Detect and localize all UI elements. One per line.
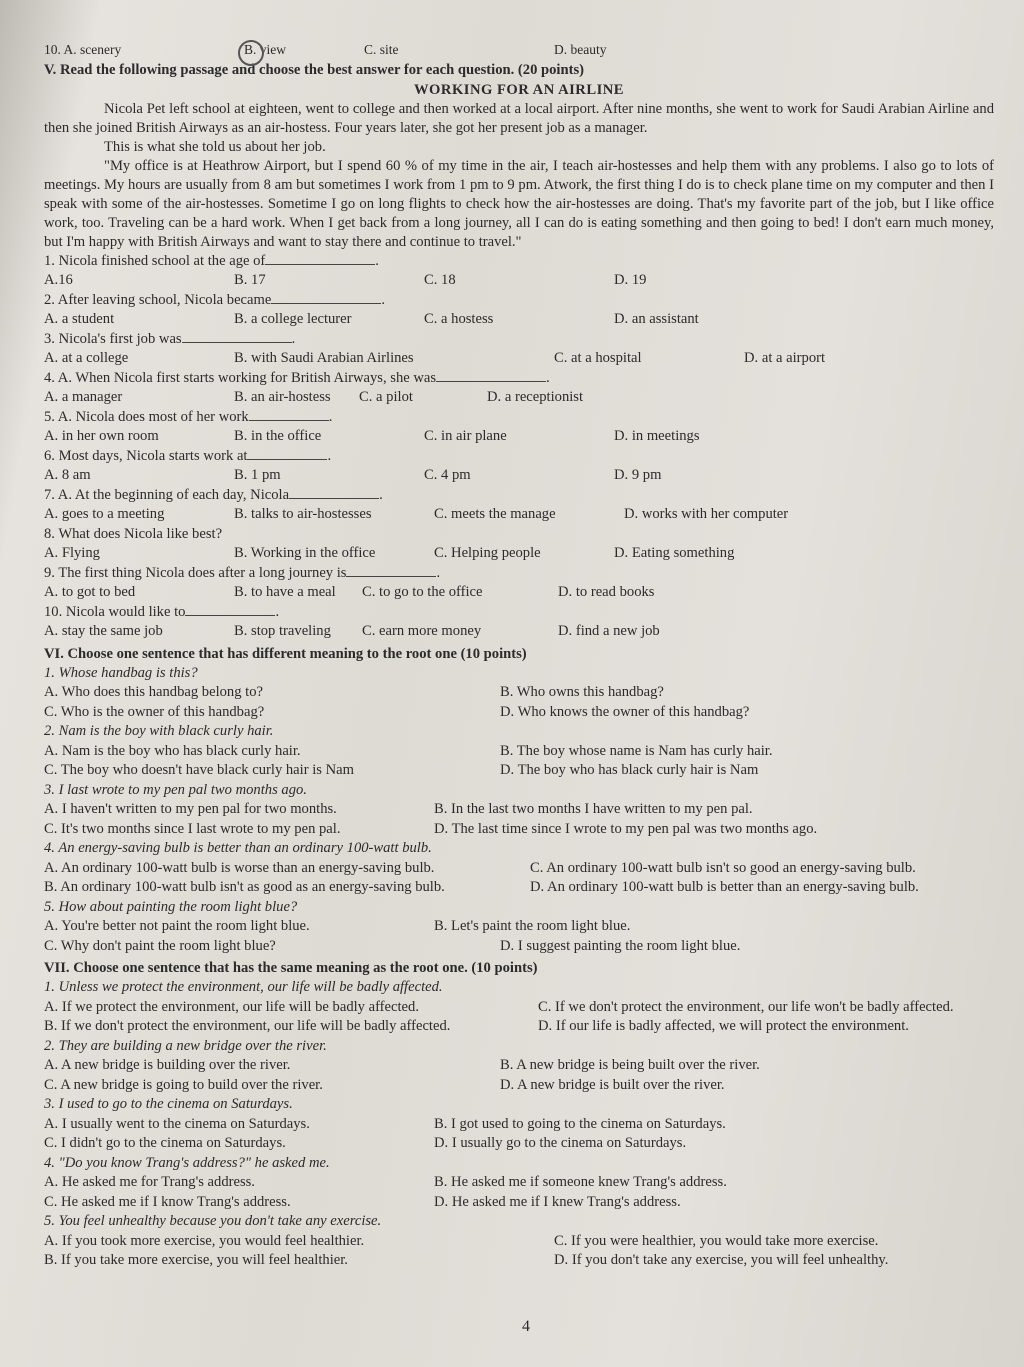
option[interactable]: C. a hostess bbox=[424, 311, 494, 327]
question-block: 4. A. When Nicola first starts working for British Airways, she was . A. a manager B. an air-hostess C. a pilot D. a receptionist bbox=[44, 369, 994, 408]
option[interactable]: A. A new bridge is building over the river. bbox=[44, 1057, 291, 1073]
item-options bbox=[44, 1115, 994, 1135]
option[interactable]: D. 19 bbox=[614, 272, 647, 288]
item-stem: 4. "Do you know Trang's address?" he asked me. bbox=[44, 1154, 330, 1171]
question-options bbox=[44, 583, 994, 603]
question-options bbox=[44, 349, 994, 369]
option[interactable]: D. Eating something bbox=[614, 545, 735, 561]
rewrite-item bbox=[44, 839, 994, 898]
item-stem: 3. I used to go to the cinema on Saturdays. bbox=[44, 1096, 293, 1112]
question-block: 2. After leaving school, Nicola became . A. a student B. a college lecturer C. a hostess D. an assistant bbox=[44, 291, 994, 330]
option[interactable]: C. Who is the owner of this handbag? bbox=[44, 703, 265, 720]
option[interactable]: A. stay the same job bbox=[44, 623, 163, 639]
item-options bbox=[44, 937, 994, 957]
option[interactable]: A. Who does this handbag belong to? bbox=[44, 684, 264, 700]
option[interactable]: A. Flying bbox=[44, 545, 100, 561]
option[interactable]: D. a receptionist bbox=[487, 389, 584, 405]
top-option-d: D. beauty bbox=[554, 42, 607, 57]
item-stem: 4. An energy-saving bulb is better than an ordinary 100-watt bulb. bbox=[44, 840, 432, 856]
option[interactable]: D. Who knows the owner of this handbag? bbox=[500, 703, 750, 720]
item-options bbox=[44, 998, 994, 1018]
option[interactable]: A. a student bbox=[44, 311, 115, 327]
option[interactable]: A. to got to bed bbox=[44, 584, 136, 600]
section-vii-heading: VII. Choose one sentence that has the same meaning as the root one. (10 points) bbox=[44, 960, 538, 976]
passage-paragraph-3: "My office is at Heathrow Airport, but I spend 60 % of my time in the air, I teach air-hostesses and help them with any problems. I also go to lots of meetings. My hours are usually from 8 am but sometimes I work from 1 pm to 9 pm. Atwork, the first thing I do is to check plane time on my computer and then I speak with some of the air-hostesses. Sometime I go on long flights to check how the air-hostesses are doing. That's my favorite part of the job, but I like office work, too. Traveling can be a hard work. When I get back from a long journey, all I can do is eating something and then going to bed! I don't earn much money, but I'm happy with British Airways and want to stay there and continue to travel." bbox=[44, 157, 994, 250]
option[interactable]: D. an assistant bbox=[614, 311, 699, 327]
option[interactable]: C. The boy who doesn't have black curly hair is Nam bbox=[44, 762, 354, 778]
option[interactable]: D. I suggest painting the room light blue. bbox=[500, 937, 741, 954]
item-options bbox=[44, 1173, 994, 1193]
option[interactable]: B. talks to air-hostesses bbox=[234, 506, 372, 522]
rewrite-item bbox=[44, 898, 994, 957]
item-options bbox=[44, 1134, 994, 1154]
question-options bbox=[44, 622, 994, 642]
option[interactable]: C. meets the manage bbox=[434, 506, 556, 522]
question-options bbox=[44, 505, 994, 525]
option[interactable]: B. stop traveling bbox=[234, 623, 331, 639]
option[interactable]: B. Let's paint the room light blue. bbox=[434, 918, 631, 934]
section-vi-heading: VI. Choose one sentence that has different meaning to the root one (10 points) bbox=[44, 645, 527, 662]
item-options bbox=[44, 1251, 994, 1271]
question-stem: 5. A. Nicola does most of her work bbox=[44, 408, 249, 425]
option[interactable]: B. He asked me if someone knew Trang's address. bbox=[434, 1174, 727, 1190]
option[interactable]: C. to go to the office bbox=[362, 584, 483, 600]
option[interactable]: A. 8 am bbox=[44, 467, 91, 483]
option[interactable]: A. a manager bbox=[44, 389, 123, 405]
page-number: 4 bbox=[522, 1318, 530, 1335]
question-stem: 3. Nicola's first job was bbox=[44, 330, 182, 347]
option[interactable]: C. 4 pm bbox=[424, 467, 471, 483]
option[interactable]: D. in meetings bbox=[614, 428, 700, 444]
rewrite-item bbox=[44, 664, 994, 723]
item-options bbox=[44, 820, 994, 840]
answer-circle-mark bbox=[238, 40, 264, 66]
option[interactable]: C. A new bridge is going to build over the river. bbox=[44, 1076, 323, 1093]
question-options bbox=[44, 388, 994, 408]
rewrite-item bbox=[44, 781, 994, 840]
option[interactable]: C. An ordinary 100-watt bulb isn't so good an energy-saving bulb. bbox=[530, 859, 916, 876]
item-options bbox=[44, 1056, 994, 1076]
item-options bbox=[44, 800, 994, 820]
option[interactable]: D. A new bridge is built over the river. bbox=[500, 1076, 725, 1093]
option[interactable]: D. If our life is badly affected, we will protect the environment. bbox=[538, 1018, 909, 1034]
option[interactable]: D. find a new job bbox=[558, 623, 660, 639]
option[interactable]: C. Helping people bbox=[434, 545, 541, 561]
top-option-b: B. view bbox=[244, 42, 286, 57]
option[interactable]: B. 17 bbox=[234, 272, 266, 288]
question-stem: 1. Nicola finished school at the age of bbox=[44, 252, 266, 269]
item-options bbox=[44, 1017, 994, 1037]
option[interactable]: B. a college lecturer bbox=[234, 311, 352, 327]
section-v-heading: V. Read the following passage and choose the best answer for each question. (20 points) bbox=[44, 61, 585, 78]
option[interactable]: D. at a airport bbox=[744, 350, 826, 366]
option[interactable]: C. If we don't protect the environment, our life won't be badly affected. bbox=[538, 998, 954, 1015]
question-stem: 9. The first thing Nicola does after a long journey is bbox=[44, 564, 347, 581]
item-options bbox=[44, 1232, 994, 1252]
option[interactable]: B. Who owns this handbag? bbox=[500, 684, 664, 700]
question-options bbox=[44, 544, 994, 564]
question-block bbox=[44, 525, 994, 564]
option[interactable]: C. earn more money bbox=[362, 623, 482, 639]
item-stem: 1. Unless we protect the environment, our life will be badly affected. bbox=[44, 979, 443, 995]
option[interactable]: A. goes to a meeting bbox=[44, 506, 165, 522]
item-stem: 3. I last wrote to my pen pal two months ago. bbox=[44, 781, 307, 798]
option[interactable]: B. If you take more exercise, you will feel healthier. bbox=[44, 1252, 348, 1268]
option[interactable]: B. Working in the office bbox=[234, 545, 376, 561]
question-block: 3. Nicola's first job was . A. at a college B. with Saudi Arabian Airlines C. at a hospital D. at a airport bbox=[44, 330, 994, 369]
rewrite-item bbox=[44, 1212, 994, 1271]
question-options bbox=[44, 310, 994, 330]
option[interactable]: B. an air-hostess bbox=[234, 389, 331, 405]
item-stem: 5. You feel unhealthy because you don't take any exercise. bbox=[44, 1213, 382, 1229]
option[interactable]: B. The boy whose name is Nam has curly hair. bbox=[500, 742, 773, 759]
option[interactable]: B. If we don't protect the environment, our life will be badly affected. bbox=[44, 1018, 451, 1034]
item-options bbox=[44, 1076, 994, 1096]
option[interactable]: B. An ordinary 100-watt bulb isn't as good as an energy-saving bulb. bbox=[44, 879, 445, 895]
option[interactable]: C. It's two months since I last wrote to my pen pal. bbox=[44, 820, 341, 837]
option[interactable]: C. a pilot bbox=[359, 389, 413, 405]
option[interactable]: A. An ordinary 100-watt bulb is worse than an energy-saving bulb. bbox=[44, 859, 435, 876]
item-options bbox=[44, 683, 994, 703]
option[interactable]: B. In the last two months I have written to my pen pal. bbox=[434, 801, 753, 817]
option[interactable]: B. 1 pm bbox=[234, 467, 281, 483]
rewrite-item bbox=[44, 1095, 994, 1154]
option[interactable]: A. I usually went to the cinema on Saturdays. bbox=[44, 1115, 310, 1132]
question-stem: 4. A. When Nicola first starts working for British Airways, she was bbox=[44, 369, 437, 386]
item-options bbox=[44, 859, 994, 879]
passage-paragraph-1: Nicola Pet left school at eighteen, went to college and then worked at a local airport. After nine months, she went to work for Saudi Arabian Airline and then she joined British Airways as an air-hostess. Four years later, she got her present job as a manager. bbox=[44, 100, 994, 136]
question-stem: 2. After leaving school, Nicola became bbox=[44, 291, 272, 308]
top-option-c: C. site bbox=[364, 42, 399, 57]
option[interactable]: D. If you don't take any exercise, you will feel unhealthy. bbox=[554, 1252, 889, 1268]
option[interactable]: A. at a college bbox=[44, 350, 129, 366]
option[interactable]: D. He asked me if I knew Trang's address. bbox=[434, 1193, 681, 1210]
question-stem: 8. What does Nicola like best? bbox=[44, 525, 223, 542]
option[interactable]: A. in her own room bbox=[44, 428, 159, 444]
item-options bbox=[44, 878, 994, 898]
option[interactable]: A. Nam is the boy who has black curly hair. bbox=[44, 742, 301, 759]
item-stem: 1. Whose handbag is this? bbox=[44, 664, 198, 681]
option[interactable]: A.16 bbox=[44, 272, 73, 288]
top-options-row bbox=[44, 40, 994, 60]
option[interactable]: C. 18 bbox=[424, 272, 456, 288]
item-options bbox=[44, 742, 994, 762]
option[interactable]: B. to have a meal bbox=[234, 584, 336, 600]
rewrite-item bbox=[44, 1154, 994, 1213]
item-options bbox=[44, 761, 994, 781]
option[interactable]: C. at a hospital bbox=[554, 350, 642, 366]
option[interactable]: C. I didn't go to the cinema on Saturdays. bbox=[44, 1135, 286, 1151]
option[interactable]: D. to read books bbox=[558, 584, 655, 600]
option[interactable]: A. You're better not paint the room light blue. bbox=[44, 918, 310, 934]
passage-paragraph-2: This is what she told us about her job. bbox=[104, 138, 326, 155]
option[interactable]: D. An ordinary 100-watt bulb is better than an energy-saving bulb. bbox=[530, 879, 919, 895]
question-block: 1. Nicola finished school at the age of . A.16 B. 17 C. 18 D. 19 bbox=[44, 252, 994, 291]
option[interactable]: D. I usually go to the cinema on Saturdays. bbox=[434, 1135, 687, 1151]
question-block: 7. A. At the beginning of each day, Nicola . A. goes to a meeting B. talks to air-hostesses C. meets the manage D. works with her computer bbox=[44, 486, 994, 525]
rewrite-item bbox=[44, 1037, 994, 1096]
option[interactable]: B. I got used to going to the cinema on Saturdays. bbox=[434, 1115, 726, 1132]
question-stem: 7. A. At the beginning of each day, Nicola bbox=[44, 486, 290, 503]
question-stem: 6. Most days, Nicola starts work at bbox=[44, 447, 248, 464]
question-block: 10. Nicola would like to . A. stay the same job B. stop traveling C. earn more money D. find a new job bbox=[44, 603, 994, 642]
question-block: 5. A. Nicola does most of her work . A. in her own room B. in the office C. in air plane D. in meetings bbox=[44, 408, 994, 447]
question-stem: 10. Nicola would like to bbox=[44, 603, 186, 620]
item-options bbox=[44, 917, 994, 937]
option[interactable]: A. I haven't written to my pen pal for two months. bbox=[44, 801, 337, 817]
rewrite-item bbox=[44, 978, 994, 1037]
option[interactable]: C. If you were healthier, you would take more exercise. bbox=[554, 1232, 879, 1249]
item-stem: 2. They are building a new bridge over the river. bbox=[44, 1037, 327, 1054]
option[interactable]: B. in the office bbox=[234, 428, 322, 444]
item-stem: 2. Nam is the boy with black curly hair. bbox=[44, 723, 274, 739]
question-options bbox=[44, 427, 994, 447]
item-stem: 5. How about painting the room light blue? bbox=[44, 898, 298, 915]
option[interactable]: D. The last time since I wrote to my pen pal was two months ago. bbox=[434, 820, 818, 837]
option[interactable]: A. If you took more exercise, you would feel healthier. bbox=[44, 1232, 365, 1249]
passage-title: WORKING FOR AN AIRLINE bbox=[413, 81, 625, 98]
option[interactable]: D. The boy who has black curly hair is Nam bbox=[500, 762, 759, 778]
option[interactable]: D. 9 pm bbox=[614, 467, 662, 483]
question-options bbox=[44, 271, 994, 291]
option[interactable]: A. He asked me for Trang's address. bbox=[44, 1174, 255, 1190]
option[interactable]: C. Why don't paint the room light blue? bbox=[44, 937, 276, 954]
option[interactable]: B. with Saudi Arabian Airlines bbox=[234, 350, 414, 366]
option[interactable]: C. He asked me if I know Trang's address. bbox=[44, 1193, 291, 1210]
question-block: 6. Most days, Nicola starts work at . A. 8 am B. 1 pm C. 4 pm D. 9 pm bbox=[44, 447, 994, 486]
rewrite-item bbox=[44, 722, 994, 781]
question-block: 9. The first thing Nicola does after a long journey is . A. to got to bed B. to have a meal C. to go to the office D. to read books bbox=[44, 564, 994, 603]
option[interactable]: D. works with her computer bbox=[624, 506, 789, 522]
option[interactable]: B. A new bridge is being built over the river. bbox=[500, 1057, 760, 1073]
question-options bbox=[44, 466, 994, 486]
item-options bbox=[44, 703, 994, 723]
top-option-a: 10. A. scenery bbox=[44, 42, 122, 57]
option[interactable]: A. If we protect the environment, our life will be badly affected. bbox=[44, 998, 419, 1015]
item-options bbox=[44, 1193, 994, 1213]
option[interactable]: C. in air plane bbox=[424, 428, 507, 444]
